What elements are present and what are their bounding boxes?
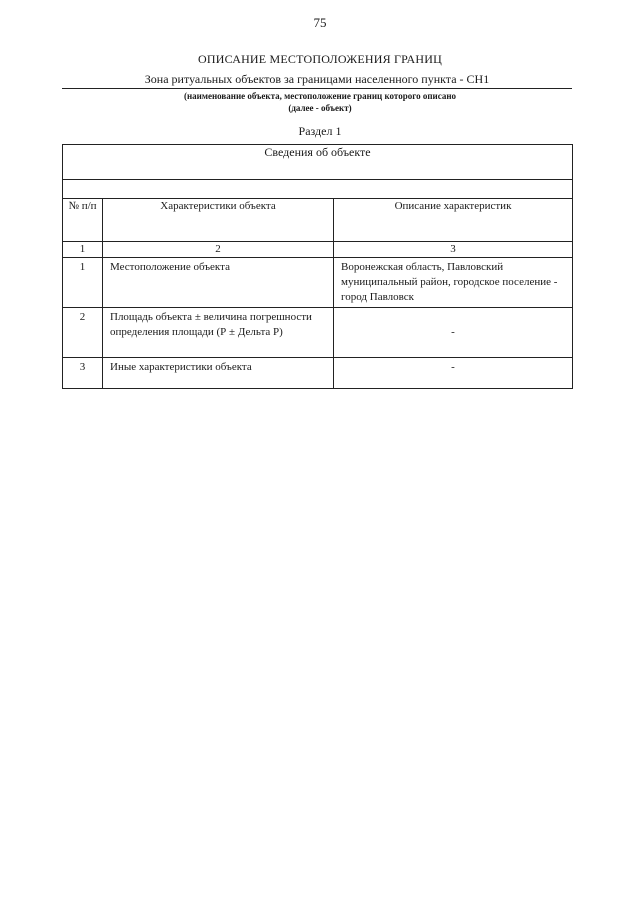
- header-num: № п/п: [63, 199, 103, 242]
- table-row: [63, 358, 573, 389]
- index-cell: 2: [103, 242, 334, 258]
- object-note-line-1: (наименование объекта, местоположение границ которого описано: [183, 91, 457, 101]
- table-caption: Сведения об объекте: [63, 145, 573, 180]
- row-characteristic: Площадь объекта ± величина погрешности определения площади (Р ± Дельта Р): [103, 308, 334, 358]
- table-caption-row: [63, 145, 573, 180]
- column-index-row: [63, 242, 573, 258]
- table-row: [63, 258, 573, 308]
- object-info-table: [62, 144, 573, 389]
- empty-cell: [63, 180, 573, 199]
- header-characteristics: Характеристики объекта: [103, 199, 334, 242]
- page-number: 75: [313, 15, 327, 30]
- header-description: Описание характеристик: [334, 199, 573, 242]
- table-header-row: [63, 199, 573, 242]
- row-num: 3: [63, 358, 103, 389]
- row-characteristic: Иные характеристики объекта: [103, 358, 334, 389]
- index-cell: 3: [334, 242, 573, 258]
- row-description: Воронежская область, Павловский муниципальный район, городское поселение - город Павловск: [334, 258, 573, 308]
- zone-name: Зона ритуальных объектов за границами населенного пункта - СН1: [144, 72, 490, 86]
- table-row: [63, 308, 573, 358]
- object-note-line-2: (далее - объект): [288, 103, 352, 113]
- index-cell: 1: [63, 242, 103, 258]
- section-label: Раздел 1: [298, 124, 342, 138]
- title-underline: [62, 88, 572, 89]
- document-title: ОПИСАНИЕ МЕСТОПОЛОЖЕНИЯ ГРАНИЦ: [198, 52, 442, 66]
- empty-row: [63, 180, 573, 199]
- row-characteristic: Местоположение объекта: [103, 258, 334, 308]
- row-description: -: [334, 308, 573, 358]
- row-num: 2: [63, 308, 103, 358]
- row-description: -: [334, 358, 573, 389]
- row-num: 1: [63, 258, 103, 308]
